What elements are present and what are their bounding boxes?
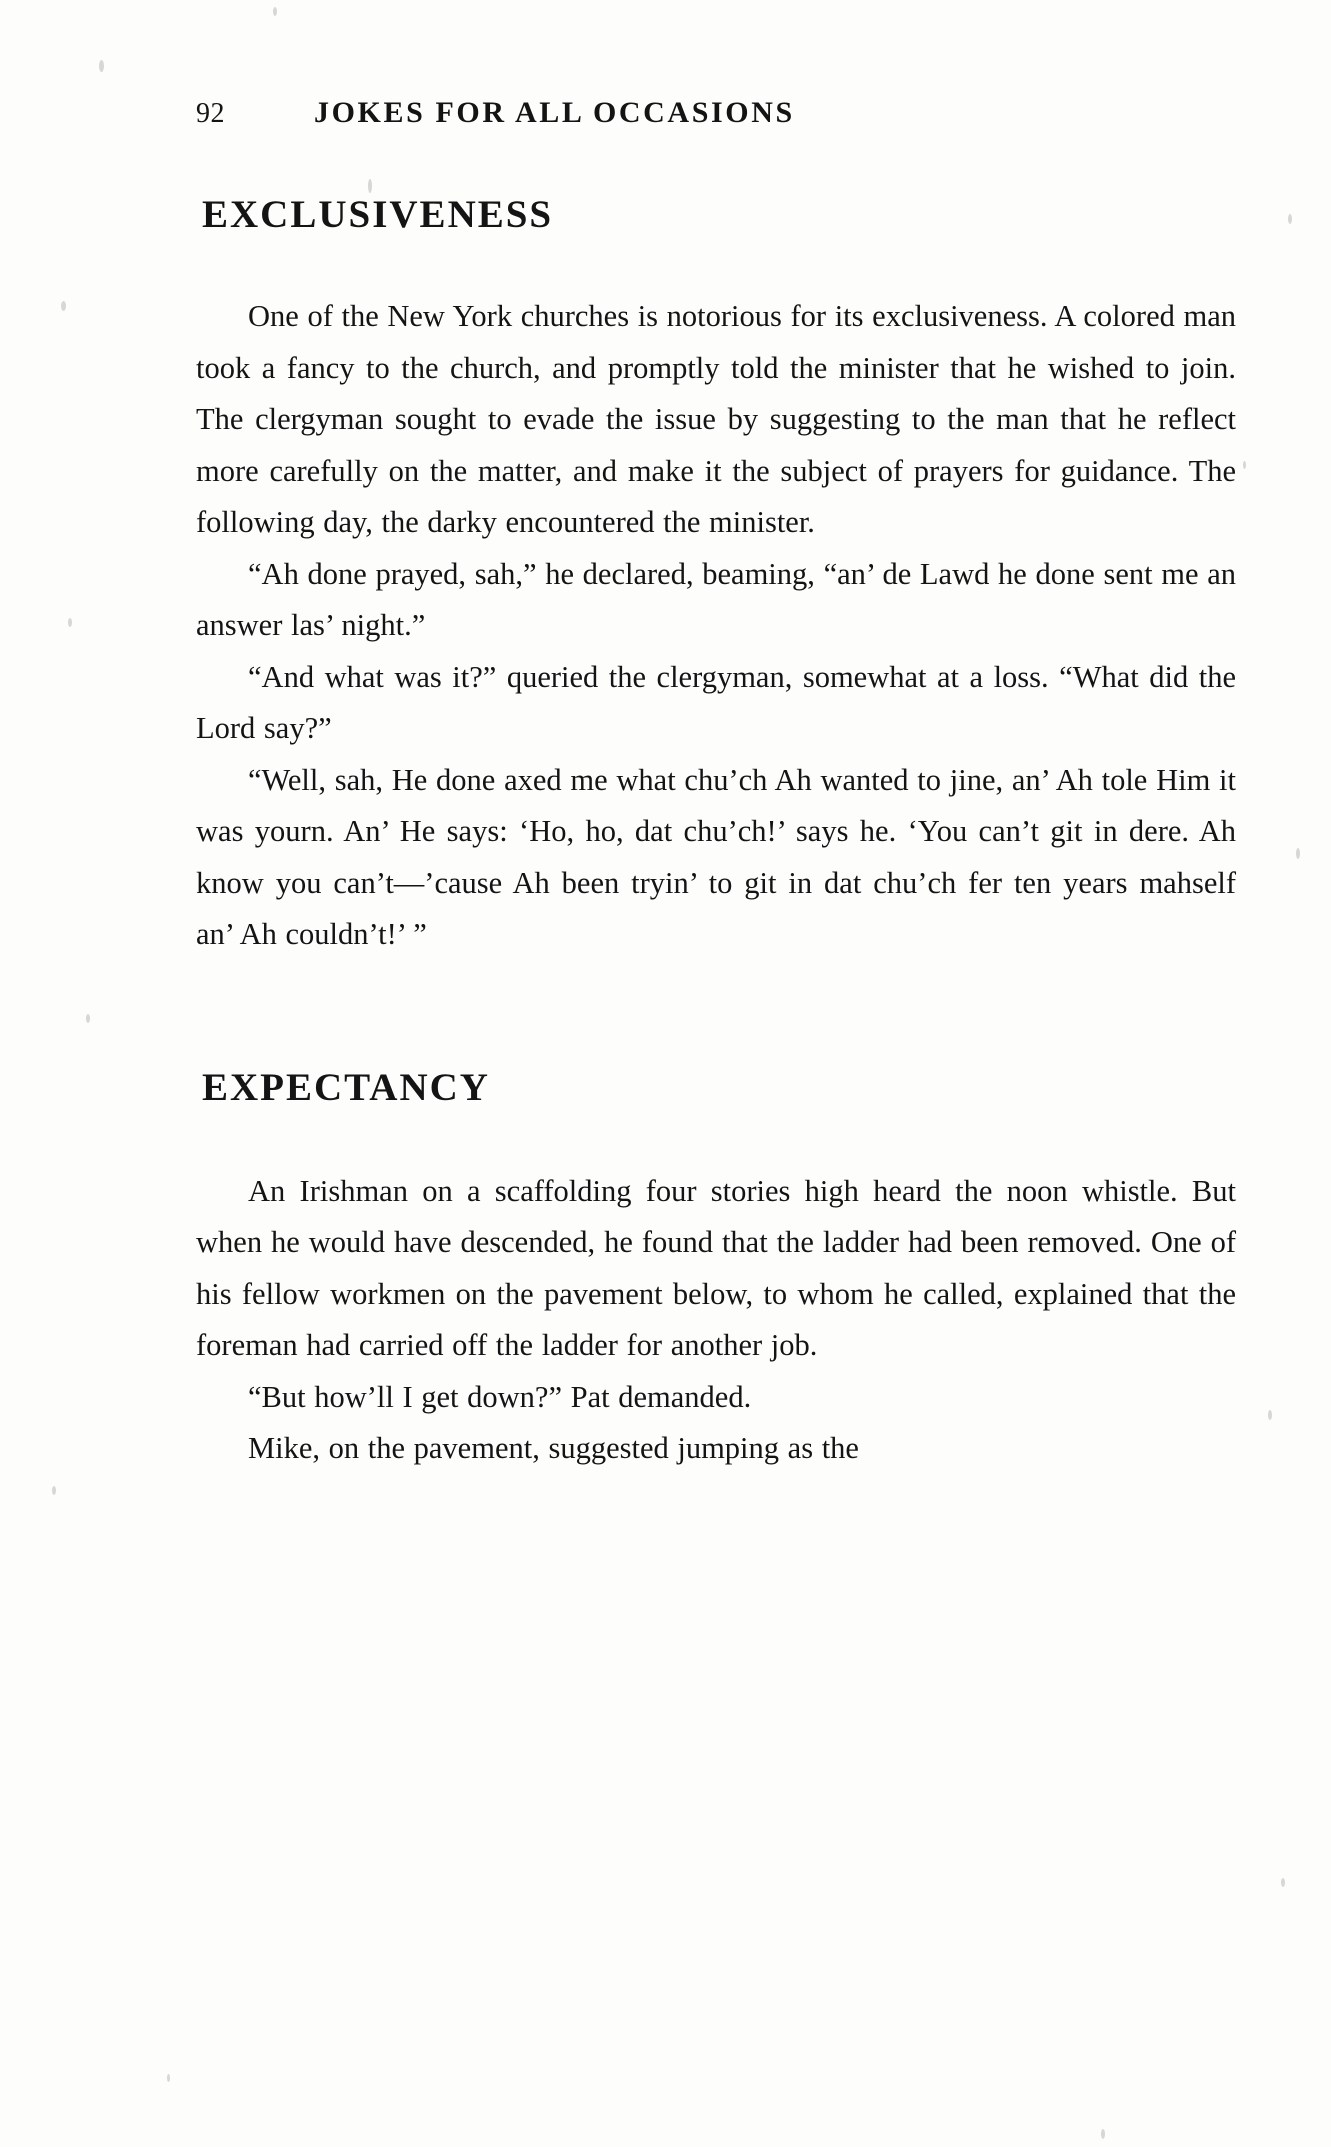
section-heading: EXCLUSIVENESS [202, 193, 554, 236]
paragraph: “Ah done prayed, sah,” he declared, beaming, “an’ de Lawd he done sent me an answer las’ night.” [196, 556, 1236, 642]
running-head [196, 96, 1236, 130]
scan-speck [1296, 848, 1300, 859]
section-heading: EXPECTANCY [202, 1065, 490, 1109]
paragraph: “And what was it?” queried the clergyman, somewhat at a loss. “What did the Lord say?” [196, 659, 1236, 745]
scan-speck [52, 1486, 56, 1495]
scan-speck [99, 60, 104, 72]
paragraph: “Well, sah, He done axed me what chu’ch Ah wanted to jine, an’ Ah tole Him it was yourn. An’ He says: ‘Ho, ho, dat chu’ch!’ says he. ‘You can’t git in dere. Ah know you can’t—’cause Ah been tryin’ to git in dat chu’ch fer ten years mahself an’ Ah couldn’t!’ ” [196, 762, 1236, 951]
paragraph: “But how’ll I get down?” Pat demanded. [248, 1379, 752, 1414]
scan-speck [167, 2074, 170, 2082]
scan-speck [1281, 1878, 1285, 1887]
scan-speck [61, 301, 66, 311]
scan-speck [1101, 2129, 1105, 2139]
section-spacer [196, 961, 1236, 1065]
paragraph: Mike, on the pavement, suggested jumping as the [248, 1431, 859, 1465]
scan-speck [1268, 1410, 1272, 1420]
section-expectancy [196, 1065, 1236, 1475]
paragraph: An Irishman on a scaffolding four stories high heard the noon whistle. But when he would have descended, he found that the ladder had been removed. One of his fellow workmen on the pavement below, to whom he called, explained that the foreman had carried off the ladder for another job. [196, 1173, 1236, 1362]
book-title: JOKES FOR ALL OCCASIONS [314, 96, 795, 129]
scan-speck [1288, 214, 1292, 224]
scan-speck [1243, 461, 1246, 469]
paragraph: One of the New York churches is notorious for its exclusiveness. A colored man took a fancy to the church, and promptly told the minister that he wished to join. The clergyman sought to evade the issue by suggesting to the man that he reflect more carefully on the matter, and make it the subject of prayers for guidance. The following day, the darky encountered the minister. [196, 299, 1236, 539]
scan-speck [273, 7, 277, 16]
page-content [196, 96, 1236, 1475]
scan-speck [68, 618, 72, 627]
scan-speck [86, 1014, 90, 1023]
section-exclusiveness [196, 192, 1236, 961]
page-number: 92 [196, 98, 225, 129]
